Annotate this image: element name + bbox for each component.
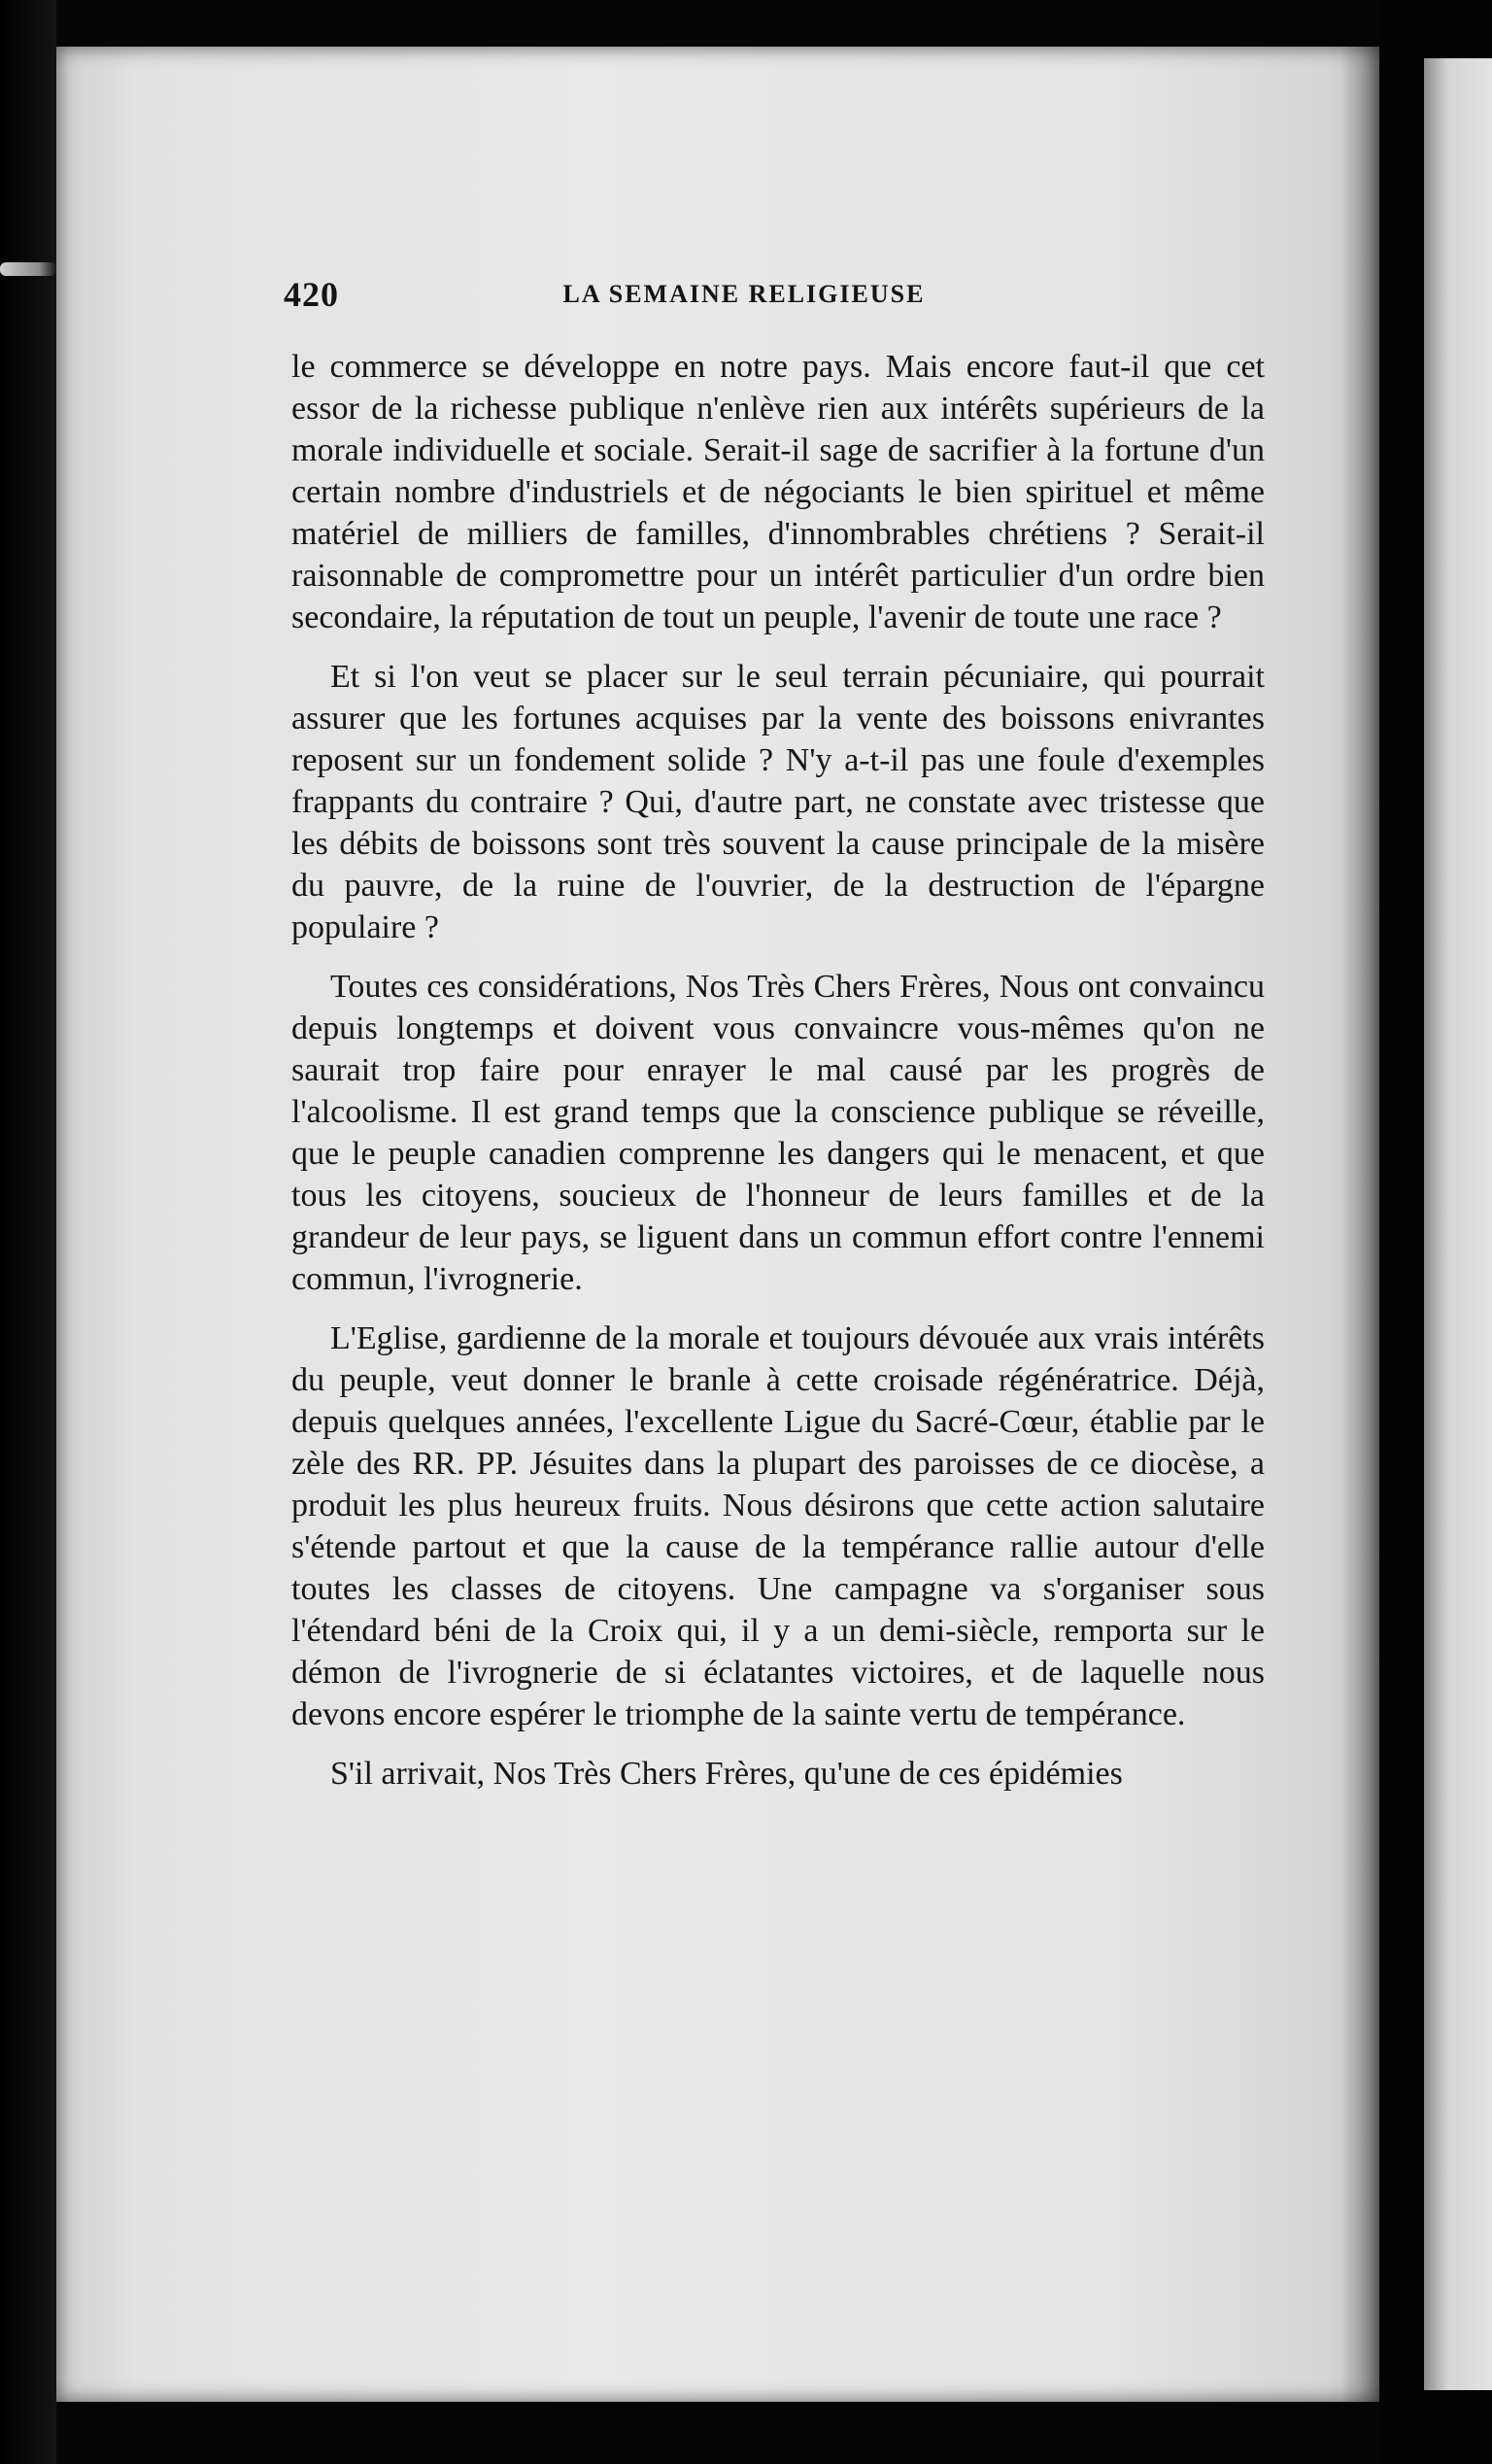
running-head	[229, 274, 1259, 313]
scan-left-border	[0, 0, 56, 2464]
paragraph-4: L'Eglise, gardienne de la morale et toujours dévouée aux vrais intérêts du peuple, veut donner le branle à cette croisade régénératrice. Déjà, depuis quelques années, l'excellente Ligue du Sacré-Cœur, établie par le zèle des RR. PP. Jésuites dans la plupart des paroisses de ce diocèse, a produit les plus heureux fruits. Nous désirons que cette action salutaire s'étende partout et que la cause de la tempérance rallie autour d'elle toutes les classes de citoyens. Une campagne va s'organiser sous l'étendard béni de la Croix qui, il y a un demi-siècle, remporta sur le démon de l'ivrognerie de si éclatantes victoires, et de laquelle nous devons encore espérer le triomphe de la sainte vertu de tempérance.	[291, 1320, 1265, 1732]
film-edge-mark	[0, 262, 56, 276]
paragraph-3: Toutes ces considérations, Nos Très Chers Frères, Nous ont convaincu depuis longtemps et doivent vous convaincre vous-mêmes qu'on ne saurait trop faire pour enrayer le mal causé par les progrès de l'alcoolisme. Il est grand temps que la conscience publique se réveille, que le peuple canadien comprenne les dangers qui le menacent, et que tous les citoyens, soucieux de l'honneur de leurs familles et de la grandeur de leur pays, se liguent dans un commun effort contre l'ennemi commun, l'ivrognerie.	[291, 969, 1265, 1297]
paragraph-5: S'il arrivait, Nos Très Chers Frères, qu'une de ces épidémies	[330, 1756, 1123, 1792]
page-number: 420	[284, 275, 339, 314]
paragraph-2: Et si l'on veut se placer sur le seul terrain pécuniaire, qui pourrait assurer que les fortunes acquises par la vente des boissons enivrantes reposent sur un fondement solide ? N'y a-t-il pas une foule d'exemples frappants du contraire ? Qui, d'autre part, ne constate avec tristesse que les débits de boissons sont très souvent la cause principale de la misère du pauvre, de la ruine de l'ouvrier, de la destruction de l'épargne populaire ?	[291, 659, 1265, 945]
page-gutter-shadow	[1340, 47, 1379, 2402]
body-text	[291, 346, 1265, 1795]
paragraph-1: le commerce se développe en notre pays. Mais encore faut-il que cet essor de la richesse publique n'enlève rien aux intérêts supérieurs de la morale individuelle et sociale. Serait-il sage de sacrifier à la fortune d'un certain nombre d'industriels et de négociants le bien spirituel et même matériel de milliers de familles, d'innombrables chrétiens ? Serait-il raisonnable de compromettre pour un intérêt particulier d'un ordre bien secondaire, la réputation de tout un peuple, l'avenir de toute une race ?	[291, 349, 1265, 635]
adjacent-page-edge	[1424, 58, 1492, 2390]
running-title: LA SEMAINE RELIGIEUSE	[562, 280, 926, 308]
